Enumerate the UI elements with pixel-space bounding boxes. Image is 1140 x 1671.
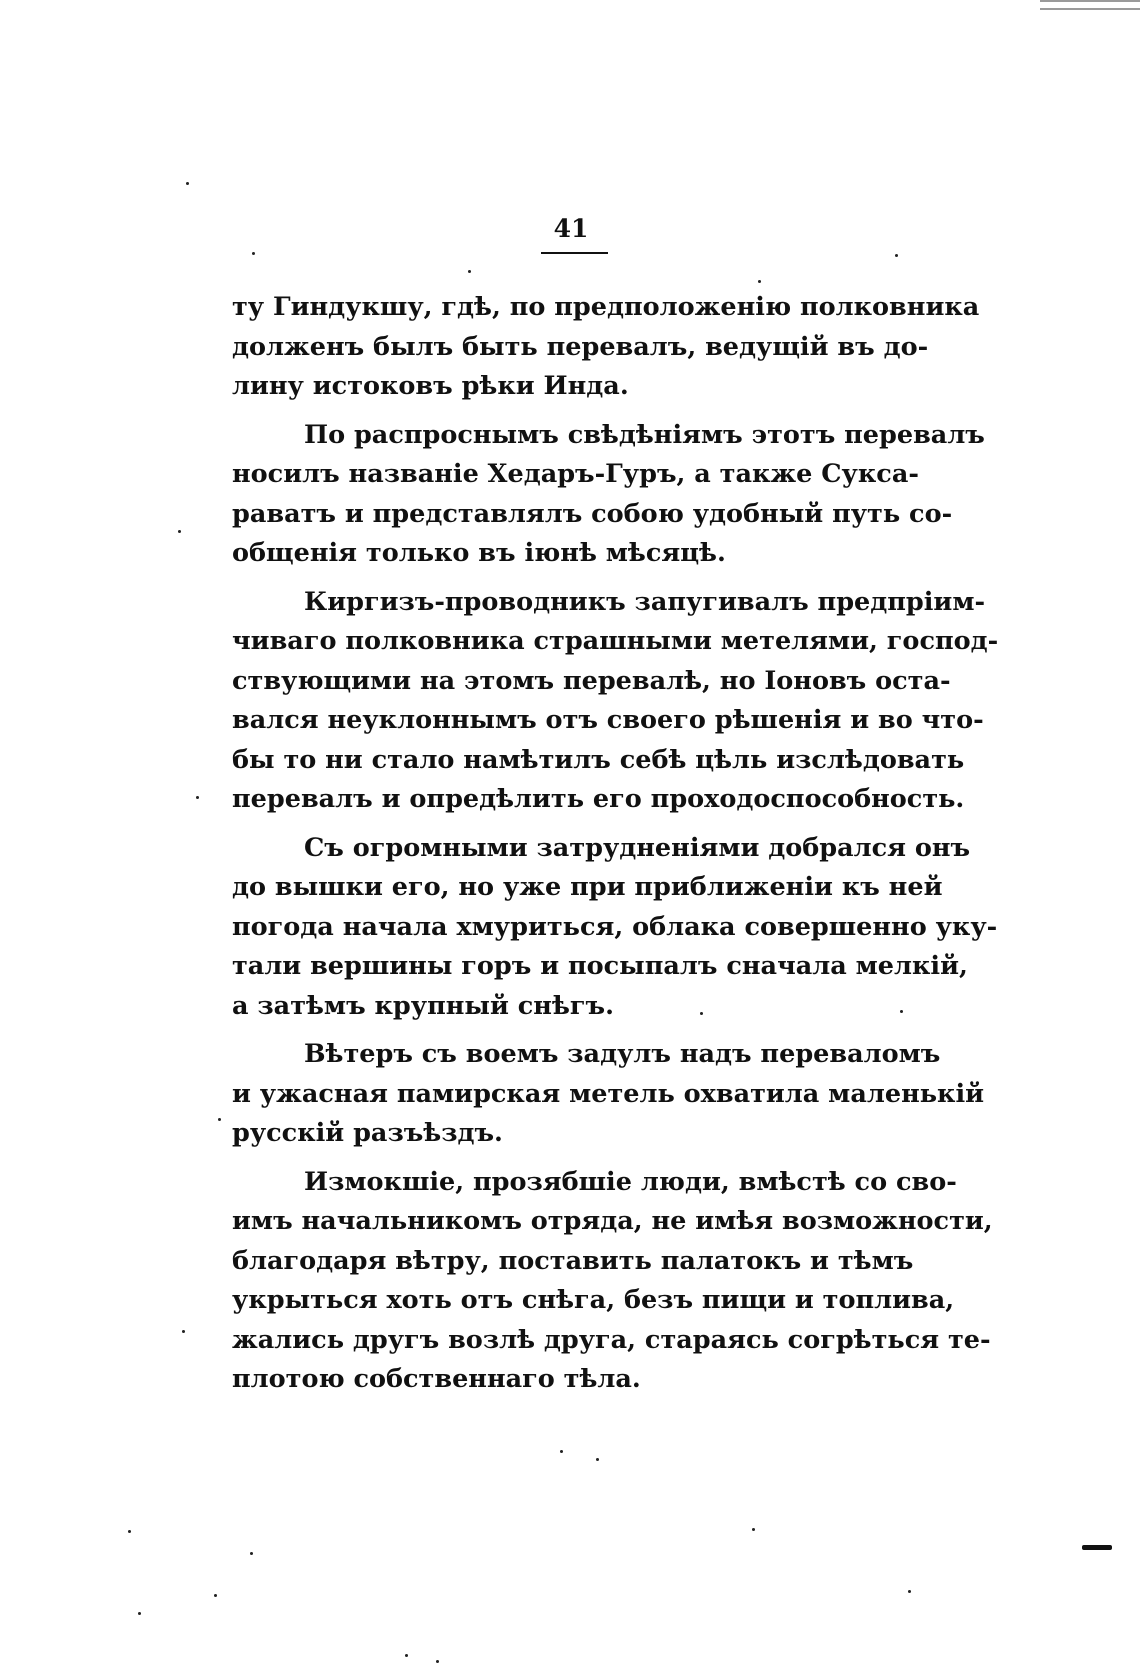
- scan-speck: [895, 254, 898, 257]
- text-line: и ужасная памирская метель охватила маленькій: [232, 1078, 985, 1109]
- scan-speck: [252, 252, 255, 255]
- text-line: По распроснымъ свѣдѣніямъ этотъ перевалъ: [304, 419, 985, 450]
- scan-speck: [596, 1458, 599, 1461]
- scan-edge-line: [1040, 8, 1140, 10]
- text-line: имъ начальникомъ отряда, не имѣя возможности,: [232, 1206, 993, 1236]
- scan-speck: [436, 1660, 439, 1663]
- text-line: раватъ и представлялъ собою удобный путь со-: [232, 498, 953, 529]
- text-line: вался неуклоннымъ отъ своего рѣшенія и во что-: [232, 705, 984, 735]
- text-line: погода начала хмуриться, облака совершенно уку-: [232, 911, 998, 942]
- text-line: ту Гиндукшу, гдѣ, по предположенію полковника: [232, 292, 980, 322]
- scan-speck: [218, 1118, 221, 1121]
- text-line: укрыться хоть отъ снѣга, безъ пищи и топлива,: [232, 1285, 955, 1315]
- text-line: жались другъ возлѣ друга, стараясь согрѣться те-: [232, 1324, 991, 1355]
- text-line: бы то ни стало намѣтилъ себѣ цѣль изслѣдовать: [232, 744, 965, 775]
- scan-speck: [196, 796, 199, 799]
- scan-speck: [752, 1528, 755, 1531]
- text-body: [232, 288, 999, 1400]
- text-line: а затѣмъ крупный снѣгъ.: [232, 990, 614, 1021]
- scan-edge-line: [1040, 0, 1140, 2]
- text-line: долженъ былъ быть перевалъ, ведущій въ до-: [232, 331, 929, 362]
- scan-speck: [758, 280, 761, 283]
- paragraph-3: [232, 583, 999, 820]
- scan-speck: [908, 1590, 911, 1593]
- scan-speck: [560, 1450, 563, 1453]
- paragraph-2: [232, 416, 985, 574]
- paragraph-5: [232, 1035, 985, 1154]
- scan-speck: [250, 1552, 253, 1555]
- text-line: Измокшіе, прозябшіе люди, вмѣстѣ со сво-: [304, 1166, 957, 1197]
- scan-speck: [128, 1530, 131, 1533]
- text-line: Киргизъ-проводникъ запугивалъ предпріим-: [304, 586, 986, 617]
- paragraph-6: [232, 1163, 993, 1400]
- text-line: до вышки его, но уже при приближеніи къ ней: [232, 872, 943, 902]
- text-line: Съ огромными затрудненіями добрался онъ: [304, 832, 971, 863]
- page-number-rule: [541, 252, 608, 254]
- text-line: русскій разъѣздъ.: [232, 1118, 503, 1148]
- text-line: плотою собственнаго тѣла.: [232, 1364, 641, 1394]
- scan-speck: [182, 1330, 185, 1333]
- text-line: тали вершины горъ и посыпалъ сначала мелкій,: [232, 951, 968, 981]
- text-line: общенія только въ іюнѣ мѣсяцѣ.: [232, 538, 726, 568]
- page-number: 41: [553, 214, 589, 243]
- scan-speck: [405, 1654, 408, 1657]
- paragraph-4: [232, 829, 998, 1027]
- text-line: лину истоковъ рѣки Инда.: [232, 371, 629, 401]
- text-line: благодаря вѣтру, поставить палатокъ и тѣмъ: [232, 1245, 914, 1276]
- scan-speck: [138, 1612, 141, 1615]
- text-line: Вѣтеръ съ воемъ задулъ надъ переваломъ: [304, 1039, 941, 1069]
- scan-speck: [468, 270, 471, 273]
- scan-speck: [178, 530, 181, 533]
- scan-speck: [214, 1594, 217, 1597]
- text-line: ствующими на этомъ перевалѣ, но Іоновъ оста-: [232, 665, 951, 696]
- text-line: перевалъ и опредѣлить его проходоспособность.: [232, 784, 965, 814]
- text-line: носилъ названіе Хедаръ-Гуръ, а также Сукса-: [232, 459, 919, 489]
- paragraph-1: [232, 288, 980, 407]
- text-line: чиваго полковника страшными метелями, господ-: [232, 626, 999, 656]
- scan-edge-lines: [1040, 0, 1140, 14]
- margin-dash-mark: [1082, 1545, 1112, 1550]
- scan-speck: [186, 182, 189, 185]
